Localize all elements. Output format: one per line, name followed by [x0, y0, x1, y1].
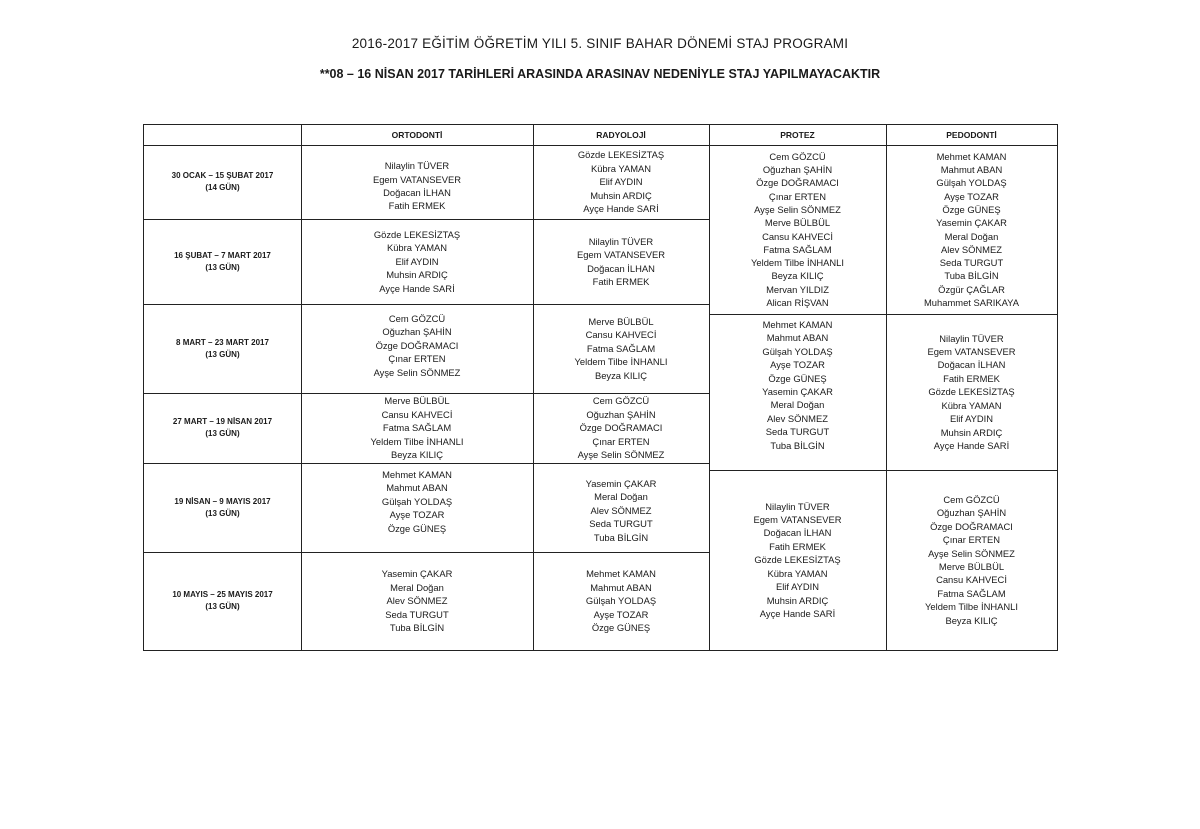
period-days: (13 GÜN): [205, 349, 240, 359]
student-name: Nilaylin TÜVER: [588, 235, 654, 247]
student-name: Alev SÖNMEZ: [941, 243, 1002, 255]
period-days: (13 GÜN): [205, 262, 240, 272]
student-name: Merve BÜLBÜL: [588, 315, 654, 327]
radyoloji-cell: [533, 552, 709, 650]
student-name: Elif AYDIN: [599, 176, 643, 188]
student-name: Ayşe Selin SÖNMEZ: [928, 547, 1015, 559]
student-name: Nilaylin TÜVER: [384, 160, 450, 172]
header-radyoloji: RADYOLOJİ: [596, 130, 646, 140]
radyoloji-cell: [533, 219, 709, 304]
period-days: (13 GÜN): [205, 429, 240, 438]
period-days: (13 GÜN): [205, 508, 240, 518]
student-name: Ayşe Selin SÖNMEZ: [373, 366, 461, 378]
student-name: Ayşe Selin SÖNMEZ: [577, 449, 665, 461]
student-name: Cem GÖZCÜ: [388, 313, 446, 324]
student-name: Mehmet KAMAN: [586, 568, 656, 580]
student-name: Yeldem Tilbe İNHANLI: [925, 601, 1018, 613]
student-name: Seda TURGUT: [589, 518, 653, 530]
student-name: Mahmut ABAN: [940, 164, 1003, 176]
student-name: Fatma SAĞLAM: [937, 587, 1006, 599]
period-cell: [144, 219, 301, 304]
student-name: Ayşe Selin SÖNMEZ: [754, 203, 841, 215]
student-name: Yasemin ÇAKAR: [585, 478, 657, 489]
schedule-table: [143, 124, 1058, 651]
student-name: Seda TURGUT: [939, 257, 1004, 269]
period-cell: [144, 552, 301, 650]
period-dates: 27 MART – 19 NİSAN 2017: [172, 417, 273, 426]
student-name: Beyza KILIÇ: [594, 369, 648, 381]
student-name: Tuba BİLGİN: [944, 270, 999, 282]
student-name: Tuba BİLGİN: [593, 531, 649, 543]
student-name: Egem VATANSEVER: [927, 346, 1016, 358]
student-name: Fatma SAĞLAM: [586, 342, 656, 354]
period-cell: [144, 304, 301, 393]
student-name: Doğacan İLHAN: [937, 359, 1006, 371]
student-name: Çınar ERTEN: [388, 353, 446, 365]
student-name: Beyza KILIÇ: [945, 614, 998, 626]
student-name: Özge GÜNEŞ: [591, 622, 651, 634]
student-name: Nilaylin TÜVER: [765, 500, 830, 512]
student-name: Çınar ERTEN: [592, 435, 650, 447]
period-cell: [144, 463, 301, 552]
student-name: Gülşah YOLDAŞ: [585, 595, 657, 607]
student-name: Fatih ERMEK: [769, 540, 826, 552]
student-name: Ayçe Hande SARİ: [759, 607, 836, 619]
student-name: Çınar ERTEN: [768, 190, 827, 202]
student-name: Mahmut ABAN: [386, 482, 448, 494]
radyoloji-cell: [533, 463, 709, 566]
student-name: Gözde LEKESİZTAŞ: [754, 554, 841, 566]
student-name: Fatih ERMEK: [388, 200, 446, 212]
student-name: Fatih ERMEK: [943, 372, 1000, 384]
radyoloji-cell: [533, 393, 709, 463]
student-name: Fatma SAĞLAM: [763, 243, 832, 255]
student-name: Doğacan İLHAN: [763, 527, 832, 539]
radyoloji-cell: [533, 145, 709, 219]
student-name: Cansu KAHVECİ: [936, 574, 1007, 586]
student-name: Muhsin ARDIÇ: [590, 189, 652, 201]
ortodonti-cell: [301, 219, 533, 304]
student-name: Mehmet KAMAN: [936, 150, 1007, 162]
student-name: Meral Doğan: [594, 491, 648, 503]
student-name: Meral Doğan: [390, 581, 444, 593]
protez-cell: [709, 470, 886, 650]
student-name: Gözde LEKESİZTAŞ: [577, 149, 665, 161]
period-cell: [144, 393, 301, 463]
student-name: Mahmut ABAN: [766, 332, 829, 344]
header-ortodonti: ORTODONTİ: [391, 130, 443, 140]
student-name: Kübra YAMAN: [386, 242, 448, 254]
student-name: Merve BÜLBÜL: [764, 217, 831, 229]
student-name: Mahmut ABAN: [590, 581, 652, 593]
student-name: Cansu KAHVECİ: [381, 408, 453, 420]
student-name: Alev SÖNMEZ: [767, 412, 828, 424]
student-name: Özge DOĞRAMACI: [579, 422, 663, 434]
student-name: Gülşah YOLDAŞ: [381, 495, 453, 507]
student-name: Doğacan İLHAN: [587, 262, 655, 274]
student-name: Seda TURGUT: [765, 426, 830, 438]
student-name: Alev SÖNMEZ: [590, 504, 652, 516]
student-name: Mehmet KAMAN: [382, 469, 452, 480]
student-name: Egem VATANSEVER: [576, 249, 666, 261]
period-dates: 8 MART – 23 MART 2017: [176, 337, 269, 347]
student-name: Ayşe TOZAR: [944, 190, 999, 202]
page-title: 2016-2017 EĞİTİM ÖĞRETİM YILI 5. SINIF BAHAR DÖNEMİ STAJ PROGRAMI: [351, 36, 849, 51]
student-name: Özge DOĞRAMACI: [756, 177, 839, 189]
student-name: Özge DOĞRAMACI: [375, 339, 459, 351]
student-name: Nilaylin TÜVER: [939, 332, 1004, 344]
student-name: Egem VATANSEVER: [753, 514, 842, 526]
student-name: Muhsin ARDIÇ: [940, 426, 1003, 438]
student-name: Oğuzhan ŞAHİN: [586, 408, 656, 420]
student-name: Meral Doğan: [770, 399, 825, 411]
student-name: Seda TURGUT: [385, 608, 449, 620]
student-name: Muhammet SARIKAYA: [924, 296, 1019, 308]
student-name: Oğuzhan ŞAHİN: [762, 164, 833, 176]
student-name: Cem GÖZCÜ: [592, 395, 650, 407]
student-name: Cansu KAHVECİ: [585, 329, 657, 341]
student-name: Mehmet KAMAN: [762, 319, 833, 330]
protez-cell: [709, 145, 886, 314]
ortodonti-cell: [301, 552, 533, 650]
student-name: Kübra YAMAN: [941, 399, 1002, 411]
student-name: Doğacan İLHAN: [383, 187, 451, 198]
student-name: Gözde LEKESİZTAŞ: [928, 386, 1015, 398]
student-name: Gözde LEKESİZTAŞ: [373, 228, 461, 240]
student-name: Cansu KAHVECİ: [762, 230, 833, 242]
student-name: Özge GÜNEŞ: [387, 522, 447, 534]
student-name: Ayşe TOZAR: [770, 359, 825, 371]
ortodonti-cell: [301, 304, 533, 401]
period-dates: 30 OCAK – 15 ŞUBAT 2017: [171, 171, 274, 180]
student-name: Muhsin ARDIÇ: [386, 269, 448, 281]
student-name: Fatih ERMEK: [592, 275, 650, 287]
student-name: Özgür ÇAĞLAR: [938, 283, 1005, 295]
header-pedodonti: PEDODONTİ: [946, 130, 997, 140]
student-name: Cem GÖZCÜ: [943, 493, 1000, 505]
student-name: Kübra YAMAN: [767, 567, 828, 579]
student-name: Çınar ERTEN: [942, 534, 1001, 546]
student-name: Elif AYDIN: [395, 255, 439, 267]
student-name: Yasemin ÇAKAR: [936, 217, 1007, 229]
student-name: Egem VATANSEVER: [372, 173, 462, 185]
student-name: Elif AYDIN: [775, 581, 820, 593]
student-name: Meral Doğan: [944, 230, 999, 242]
student-name: Elif AYDIN: [949, 413, 994, 425]
student-name: Beyza KILIÇ: [390, 449, 444, 461]
pedodonti-cell: [886, 314, 1057, 470]
ortodonti-cell: [301, 145, 533, 223]
period-days: (14 GÜN): [205, 183, 240, 192]
student-name: Oğuzhan ŞAHİN: [382, 326, 452, 338]
student-name: Ayşe TOZAR: [593, 608, 649, 620]
student-name: Tuba BİLGİN: [770, 439, 825, 451]
page-subtitle: **08 – 16 NİSAN 2017 TARİHLERİ ARASINDA ARASINAV NEDENİYLE STAJ YAPILMAYACAKTIR: [319, 67, 881, 81]
student-name: Tuba BİLGİN: [389, 622, 445, 634]
student-name: Ayçe Hande SARİ: [583, 203, 659, 215]
student-name: Cem GÖZCÜ: [769, 150, 826, 162]
student-name: Özge GÜNEŞ: [768, 372, 827, 384]
period-cell: [144, 145, 301, 219]
student-name: Kübra YAMAN: [590, 162, 652, 174]
pedodonti-cell: [886, 470, 1057, 650]
student-name: Yeldem Tilbe İNHANLI: [574, 356, 668, 368]
student-name: Ayçe Hande SARİ: [933, 439, 1010, 451]
student-name: Ayşe TOZAR: [389, 509, 445, 521]
radyoloji-cell: [533, 304, 709, 393]
protez-cell: [709, 314, 886, 474]
student-name: Ayçe Hande SARİ: [379, 282, 455, 294]
ortodonti-cell: [301, 393, 533, 463]
student-name: Yasemin ÇAKAR: [762, 386, 833, 398]
student-name: Beyza KILIÇ: [771, 270, 824, 282]
student-name: Özge DOĞRAMACI: [930, 520, 1013, 532]
pedodonti-cell: [886, 145, 1057, 314]
student-name: Alev SÖNMEZ: [386, 595, 448, 607]
student-name: Alican RİŞVAN: [766, 296, 829, 308]
student-name: Mervan YILDIZ: [766, 283, 829, 295]
period-dates: 16 ŞUBAT – 7 MART 2017: [174, 250, 271, 260]
student-name: Merve BÜLBÜL: [938, 561, 1005, 572]
student-name: Fatma SAĞLAM: [382, 422, 452, 434]
student-name: Oğuzhan ŞAHİN: [936, 507, 1007, 519]
period-dates: 10 MAYIS – 25 MAYIS 2017: [172, 590, 273, 599]
student-name: Yeldem Tilbe İNHANLI: [370, 435, 464, 447]
student-name: Merve BÜLBÜL: [384, 395, 450, 407]
ortodonti-cell: [301, 463, 533, 557]
period-dates: 19 NİSAN – 9 MAYIS 2017: [174, 496, 271, 506]
header-protez: PROTEZ: [780, 130, 815, 140]
period-days: (13 GÜN): [205, 602, 240, 611]
student-name: Muhsin ARDIÇ: [766, 594, 829, 606]
student-name: Gülşah YOLDAŞ: [936, 177, 1007, 189]
student-name: Gülşah YOLDAŞ: [762, 345, 833, 357]
student-name: Özge GÜNEŞ: [942, 203, 1001, 215]
student-name: Yasemin ÇAKAR: [381, 568, 453, 580]
student-name: Yeldem Tilbe İNHANLI: [751, 257, 844, 269]
